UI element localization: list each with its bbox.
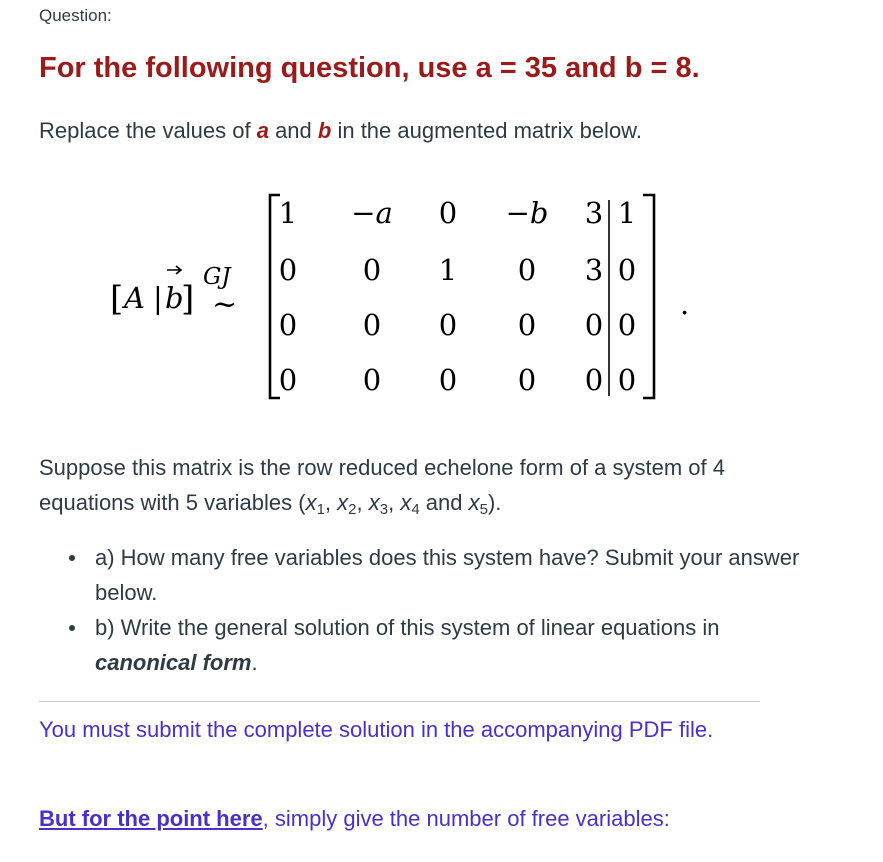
subscript: 1 bbox=[316, 501, 325, 518]
matrix-cell: 0 bbox=[584, 363, 604, 397]
matrix-cell: 0 bbox=[517, 308, 537, 342]
system-description bbox=[39, 450, 799, 527]
description-text: Suppose this matrix is the row reduced echelone form of a system of 4 equations with 5 variables ( bbox=[39, 455, 725, 515]
lhs-separator: | bbox=[153, 281, 163, 315]
question-heading: For the following question, use a = 35 and b = 8. bbox=[39, 52, 700, 84]
question-list bbox=[55, 540, 815, 680]
subscript: 3 bbox=[379, 501, 389, 518]
matrix-cell: −b bbox=[505, 196, 549, 230]
matrix-cell: 0 bbox=[438, 196, 458, 230]
variable-b: b bbox=[317, 118, 332, 143]
row-equivalence-symbol: ~ bbox=[212, 287, 238, 322]
question-b-end: . bbox=[251, 650, 258, 675]
matrix-cell: 0 bbox=[362, 253, 382, 287]
matrix-cell: 0 bbox=[617, 308, 637, 342]
matrix-cell: 1 bbox=[617, 196, 637, 230]
matrix-cell: 0 bbox=[438, 363, 458, 397]
instruction-middle: and bbox=[268, 118, 318, 143]
separator: ). bbox=[487, 490, 502, 515]
matrix-cell: 0 bbox=[362, 308, 382, 342]
answer-prompt-text: , simply give the number of free variables: bbox=[262, 806, 670, 831]
variable-x: x bbox=[368, 490, 380, 515]
augmented-matrix-equation bbox=[100, 186, 720, 426]
subscript: 4 bbox=[411, 501, 420, 518]
vector-arrow-icon bbox=[167, 266, 181, 274]
matrix-cell: 0 bbox=[584, 308, 604, 342]
variable-a: a bbox=[256, 118, 269, 143]
lhs-vector-b: b bbox=[165, 281, 184, 315]
instruction-after: in the augmented matrix below. bbox=[331, 118, 642, 143]
matrix-cell: 0 bbox=[362, 363, 382, 397]
matrix-cell: −a bbox=[351, 196, 393, 230]
matrix-right-bracket bbox=[643, 195, 654, 398]
question-a: a) How many free variables does this system have? Submit your answer below. bbox=[95, 540, 815, 610]
canonical-form-emphasis: canonical form bbox=[95, 650, 252, 675]
subscript: 2 bbox=[348, 501, 357, 518]
matrix-cell: 0 bbox=[617, 253, 637, 287]
separator: , bbox=[356, 490, 369, 515]
matrix-cell: 1 bbox=[278, 196, 298, 230]
lhs-close-bracket: ] bbox=[181, 279, 195, 319]
variable-x: x bbox=[468, 490, 480, 515]
gauss-jordan-label: GJ bbox=[203, 264, 231, 290]
question-b bbox=[95, 610, 815, 680]
answer-prompt bbox=[39, 801, 859, 836]
matrix-cell: 3 bbox=[584, 196, 604, 230]
matrix-cell: 0 bbox=[278, 363, 298, 397]
question-b-text: b) Write the general solution of this system of linear equations in bbox=[95, 615, 720, 640]
matrix-cell: 0 bbox=[438, 308, 458, 342]
matrix-cell: 3 bbox=[584, 253, 604, 287]
submission-note: You must submit the complete solution in the accompanying PDF file. bbox=[39, 717, 714, 742]
instruction-text bbox=[39, 118, 642, 144]
variable-x: x bbox=[305, 490, 317, 515]
matrix-cell: 1 bbox=[438, 253, 458, 287]
question-label: Question: bbox=[39, 6, 112, 25]
separator: and bbox=[419, 490, 469, 515]
matrix-cell: 0 bbox=[278, 253, 298, 287]
separator: , bbox=[324, 490, 338, 515]
lhs-open-bracket: [ bbox=[110, 279, 124, 319]
matrix-cell: 0 bbox=[517, 253, 537, 287]
variable-x: x bbox=[337, 490, 349, 515]
separator: , bbox=[388, 490, 401, 515]
equation-period: . bbox=[680, 287, 690, 321]
horizontal-divider bbox=[39, 701, 760, 702]
subscript: 5 bbox=[479, 501, 488, 518]
matrix-cell: 0 bbox=[617, 363, 637, 397]
lhs-matrix-a: A bbox=[124, 281, 145, 315]
instruction-before: Replace the values of bbox=[39, 118, 257, 143]
point-link[interactable]: But for the point here bbox=[39, 806, 263, 831]
matrix-cell: 0 bbox=[278, 308, 298, 342]
variable-x: x bbox=[400, 490, 412, 515]
matrix-cell: 0 bbox=[517, 363, 537, 397]
